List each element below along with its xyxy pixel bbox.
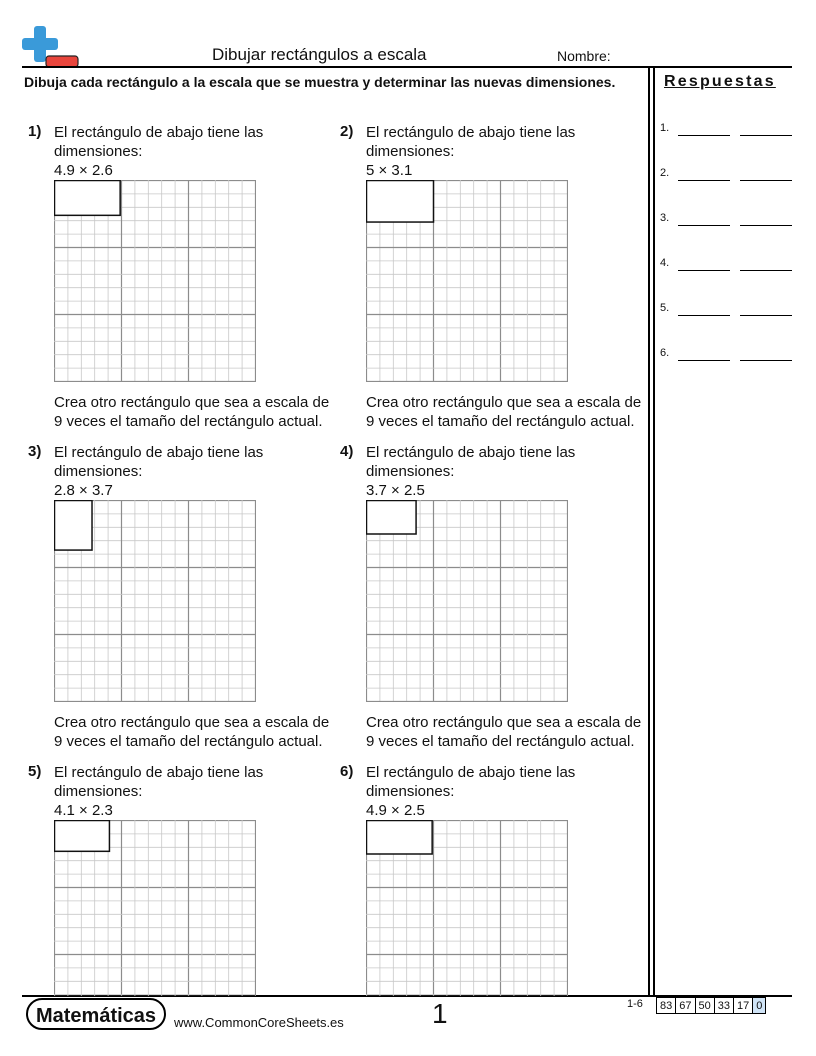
answer-number: 1. (660, 122, 670, 134)
score-cell: 50 (696, 997, 715, 1014)
drawing-grid[interactable] (54, 500, 256, 702)
followup-instruction: Crea otro rectángulo que sea a escala de 9 veces el tamaño del rectángulo actual. (366, 394, 642, 430)
answer-blank-height[interactable] (740, 360, 792, 361)
answer-row (660, 122, 795, 138)
drawing-grid[interactable] (54, 820, 256, 996)
problem-dimensions: 3.7 × 2.5 (366, 482, 425, 499)
score-cell: 33 (715, 997, 734, 1014)
answer-blank-height[interactable] (740, 270, 792, 271)
answer-row (660, 212, 795, 228)
problem-number: 1) (28, 123, 42, 140)
answer-blank-width[interactable] (678, 315, 730, 316)
answer-number: 6. (660, 347, 670, 359)
problem-number: 2) (340, 123, 354, 140)
score-cell: 83 (657, 997, 676, 1014)
answer-number: 5. (660, 302, 670, 314)
answer-row (660, 167, 795, 183)
problem-number: 5) (28, 763, 42, 780)
given-rectangle (367, 181, 434, 223)
subject-badge: Matemáticas (26, 998, 166, 1030)
answer-blank-height[interactable] (740, 225, 792, 226)
answer-blank-height[interactable] (740, 180, 792, 181)
name-label: Nombre: (557, 48, 611, 64)
score-cell: 0 (753, 997, 766, 1014)
score-range: 1-6 (627, 998, 643, 1010)
answer-blank-width[interactable] (678, 135, 730, 136)
problem-text: El rectángulo de abajo tiene las dimensiones: (54, 444, 264, 480)
answer-number: 4. (660, 257, 670, 269)
answer-column-divider (648, 66, 650, 996)
drawing-grid[interactable] (366, 500, 568, 702)
problem-number: 3) (28, 443, 42, 460)
problem-text: El rectángulo de abajo tiene las dimensiones: (366, 764, 576, 800)
given-rectangle (55, 501, 93, 551)
answer-row (660, 302, 795, 318)
answer-blank-width[interactable] (678, 360, 730, 361)
problem-dimensions: 5 × 3.1 (366, 162, 413, 179)
answer-blank-height[interactable] (740, 135, 792, 136)
problem-text: El rectángulo de abajo tiene las dimensiones: (54, 764, 264, 800)
answer-number: 3. (660, 212, 670, 224)
problem-dimensions: 2.8 × 3.7 (54, 482, 113, 499)
score-table (656, 997, 766, 1014)
logo-icon (22, 26, 80, 68)
answer-blank-width[interactable] (678, 180, 730, 181)
problem-number: 6) (340, 763, 354, 780)
answer-row (660, 257, 795, 273)
header-divider (22, 66, 792, 68)
drawing-grid[interactable] (366, 180, 568, 382)
drawing-grid[interactable] (54, 180, 256, 382)
problem-text: El rectángulo de abajo tiene las dimensiones: (54, 124, 264, 160)
given-rectangle (55, 821, 110, 852)
given-rectangle (367, 501, 417, 535)
instructions: Dibuja cada rectángulo a la escala que se muestra y determinar las nuevas dimensiones. (24, 74, 616, 90)
problem-dimensions: 4.9 × 2.5 (366, 802, 425, 819)
answers-title: Respuestas (664, 73, 776, 90)
given-rectangle (55, 181, 121, 216)
score-cell: 67 (676, 997, 695, 1014)
drawing-grid[interactable] (366, 820, 568, 996)
followup-instruction: Crea otro rectángulo que sea a escala de 9 veces el tamaño del rectángulo actual. (54, 714, 330, 750)
followup-instruction: Crea otro rectángulo que sea a escala de 9 veces el tamaño del rectángulo actual. (54, 394, 330, 430)
problem-text: El rectángulo de abajo tiene las dimensiones: (366, 444, 576, 480)
score-cell: 17 (734, 997, 753, 1014)
page-number: 1 (432, 998, 448, 1029)
followup-instruction: Crea otro rectángulo que sea a escala de 9 veces el tamaño del rectángulo actual. (366, 714, 642, 750)
site-url: www.CommonCoreSheets.es (174, 1015, 344, 1030)
answer-number: 2. (660, 167, 670, 179)
answer-blank-width[interactable] (678, 270, 730, 271)
worksheet-title: Dibujar rectángulos a escala (212, 45, 427, 64)
problem-text: El rectángulo de abajo tiene las dimensiones: (366, 124, 576, 160)
problem-number: 4) (340, 443, 354, 460)
given-rectangle (367, 821, 433, 855)
answer-column-divider-inner (653, 66, 655, 996)
problem-dimensions: 4.9 × 2.6 (54, 162, 113, 179)
answer-blank-width[interactable] (678, 225, 730, 226)
answer-blank-height[interactable] (740, 315, 792, 316)
problem-dimensions: 4.1 × 2.3 (54, 802, 113, 819)
answer-row (660, 347, 795, 363)
